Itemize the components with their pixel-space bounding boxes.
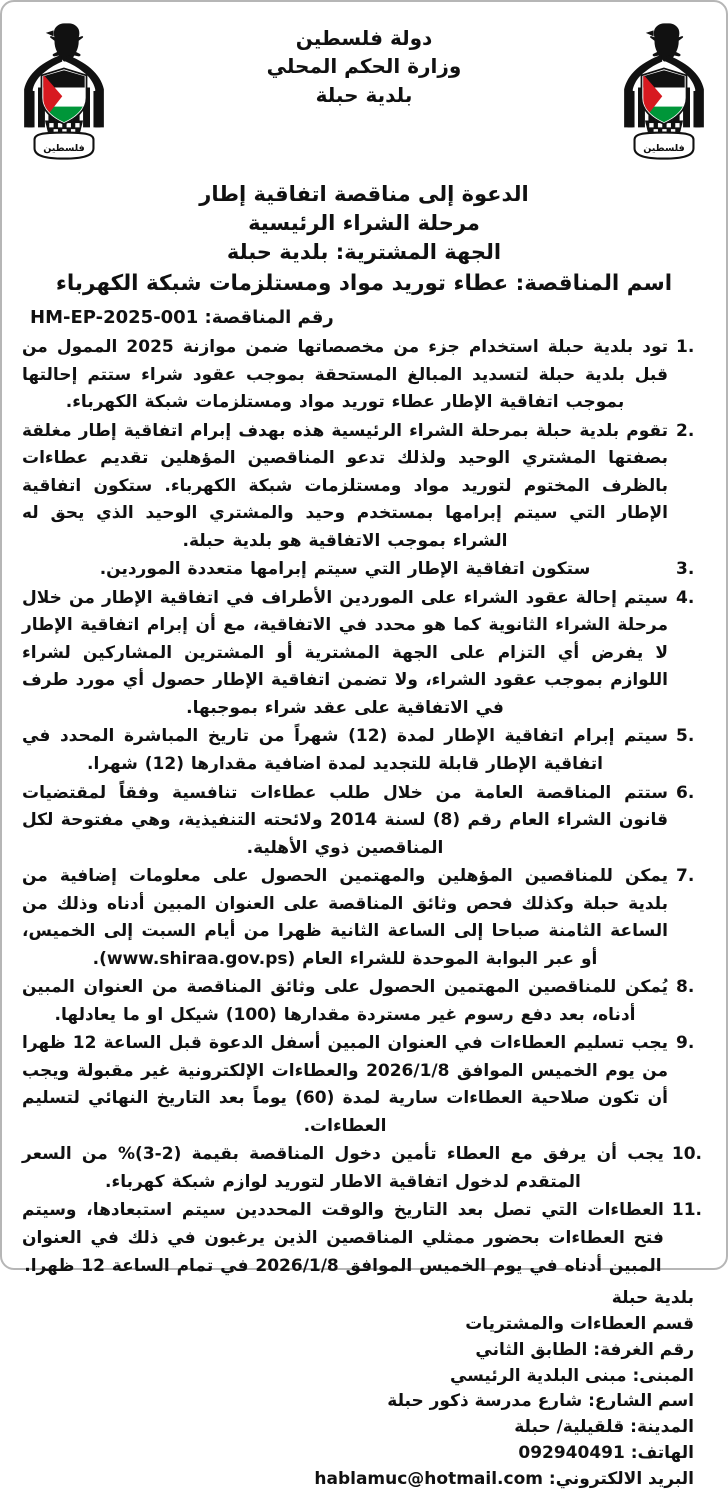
clause-item xyxy=(22,556,702,584)
footer-department: قسم العطاءات والمشتريات xyxy=(465,1313,694,1334)
clause-item xyxy=(22,1030,702,1140)
svg-text:فلسطين: فلسطين xyxy=(643,142,685,154)
tender-number xyxy=(12,307,716,328)
clause-item xyxy=(22,1197,702,1280)
clause-text: يجب تسليم العطاءات في العنوان المبين أسفل الدعوة قبل الساعة 12 ظهرا من يوم الخميس الموافق 2026/1/8 والعطاءات الإلكترونية غير مقبولة ويجب أن تكون صلاحية العطاءات سارية لمدة (60) يوماً بعد التاريخ النهائي لتسليم العطاءات. xyxy=(22,1033,669,1136)
clause-item xyxy=(22,1141,702,1196)
clause-text: يمكن للمناقصين المؤهلين والمهتمين الحصول على معلومات إضافية من بلدية حبلة وكذلك فحص وثائق المناقصة على العنوان المبين أدناه وذلك من الساعة الثامنة صباحا إلى الساعة الثانية ظهرا من أيام السبت إلى الخميس، أو عبر البوابة الموحدة للشراء العام (www.shiraa.gov.ps). xyxy=(22,866,668,969)
footer-city: المدينة: قلقيلية/ حبلة xyxy=(514,1417,694,1438)
footer-street: اسم الشارع: شارع مدرسة ذكور حبلة xyxy=(387,1391,694,1412)
header-org-titles xyxy=(116,10,612,109)
clause-item xyxy=(22,334,702,417)
clause-text: ستتم المناقصة العامة من خلال طلب عطاءات تنافسية وفقاً لمقتضيات قانون الشراء العام رقم (8) لسنة 2014 ولائحته التنفيذية، وهي مفتوحة لكل المناقصين ذوي الأهلية. xyxy=(22,782,668,858)
clause-number: 3. xyxy=(676,559,695,580)
title-line-invitation: الدعوة إلى مناقصة اتفاقية إطار xyxy=(199,182,529,206)
org-line-state: دولة فلسطين xyxy=(295,26,433,50)
svg-text:فلسطين: فلسطين xyxy=(43,142,85,154)
clause-number: 7. xyxy=(676,866,695,887)
footer-phone-label: الهاتف: xyxy=(630,1443,694,1464)
clause-number: 11. xyxy=(671,1200,702,1221)
footer-municipality: بلدية حبلة xyxy=(611,1288,694,1309)
clause-item xyxy=(22,723,702,778)
title-line-stage: مرحلة الشراء الرئيسية xyxy=(248,210,480,235)
tender-number-label: رقم المناقصة: xyxy=(204,307,334,328)
palestine-coat-of-arms-icon-left xyxy=(12,16,116,166)
title-line-buyer: الجهة المشترية: بلدية حبلة xyxy=(226,239,502,264)
clause-text: تود بلدية حبلة استخدام جزء من مخصصاتها ضمن موازنة 2025 الممول من قبل بلدية حبلة لتسديد المبالغ المستحقة بموجب عقود شراء ستتم إحالتها بموجب اتفاقية الإطار عطاء توريد مواد ومستلزمات شبكة الكهرباء. xyxy=(22,337,668,413)
clause-number: 4. xyxy=(676,587,695,608)
clause-number: 9. xyxy=(676,1033,695,1054)
clause-number: 8. xyxy=(676,977,695,998)
clause-text: العطاءات التي تصل بعد التاريخ والوقت المحددين سيتم استبعادها، وسيتم فتح العطاءات بحضور ممثلي المناقصين الذين يرغبون في ذلك في العنوان المبين أدناه في يوم الخميس الموافق 2026/1/8 في تمام الساعة 12 ظهرا. xyxy=(22,1200,664,1276)
clause-number: 1. xyxy=(676,337,695,357)
clause-text: يجب أن يرفق مع العطاء تأمين دخول المناقصة بقيمة (2-3)% من السعر المتقدم لدخول اتفاقية الاطار لتوريد لوازم شبكة كهرباء. xyxy=(22,1144,664,1192)
clause-text: سيتم إحالة عقود الشراء على الموردين الأطراف في اتفاقية الإطار من خلال مرحلة الشراء الثانوية كما هو محدد في الاتفاقية، مع أن إبرام اتفاقية الإطار لا يفرض أي التزام على الجهة المشترية أو المشترين المشاركين لشراء اللوازم بموجب عقود الشراء، ولا تضمن اتفاقية الإطار حصول أي مورد طرف في الاتفاقية على عقد شراء بموجبها. xyxy=(22,587,668,718)
footer-room: رقم الغرفة: الطابق الثاني xyxy=(475,1339,694,1360)
clause-number: 10. xyxy=(671,1144,702,1165)
org-line-municipality: بلدية حبلة xyxy=(315,82,413,107)
clause-item xyxy=(22,974,702,1029)
clause-number: 5. xyxy=(676,726,695,747)
clause-text: ستكون اتفاقية الإطار التي سيتم إبرامها متعددة الموردين. xyxy=(99,559,591,580)
palestine-coat-of-arms-icon-right xyxy=(612,16,716,166)
clause-item xyxy=(22,418,702,556)
clause-text: سيتم إبرام اتفاقية الإطار لمدة (12) شهراً من تاريخ المباشرة المحدد في اتفاقية الإطار قابلة للتجديد لمدة اضافية مقدارها (12) شهرا. xyxy=(22,726,668,774)
clause-number: 6. xyxy=(676,782,695,803)
clause-item xyxy=(22,780,702,863)
clause-text: تقوم بلدية حبلة بمرحلة الشراء الرئيسية هذه بهدف إبرام اتفاقية إطار مغلقة بصفتها المشتري الوحيد ولذلك تدعو المناقصين المؤهلين تقديم عطاءات بالظرف المختوم لتوريد مواد ومستلزمات شبكة الكهرباء. ستكون اتفاقية الإطار التي سيتم إبرامها بمستخدم وحيد والمشتري الوحيد الذي يحق له الشراء بموجب الاتفاقية هو بلدية حبلة. xyxy=(22,420,668,551)
clause-number: 2. xyxy=(676,420,695,441)
footer-email xyxy=(22,1467,694,1493)
tender-number-value: HM-EP-2025-001 xyxy=(30,307,199,328)
footer-phone-value: 092940491 xyxy=(518,1443,625,1464)
clause-item xyxy=(22,585,702,723)
footer-email-value: hablamuc@hotmail.com xyxy=(314,1468,543,1489)
footer-email-label: البريد الالكتروني: xyxy=(548,1468,694,1489)
clause-item xyxy=(22,863,702,973)
tender-name: اسم المناقصة: عطاء توريد مواد ومستلزمات شبكة الكهرباء xyxy=(55,270,673,296)
org-line-ministry: وزارة الحكم المحلي xyxy=(266,54,462,79)
document-header xyxy=(12,10,716,186)
footer-phone xyxy=(22,1441,694,1467)
footer-building: المبنى: مبنى البلدية الرئيسي xyxy=(449,1365,694,1386)
clause-text: يُمكن للمناقصين المهتمين الحصول على وثائق المناقصة من العنوان المبين أدناه، بعد دفع رسوم غير مستردة مقدارها (100) شيكل او ما يعادلها. xyxy=(22,977,668,1025)
tender-title-block xyxy=(12,180,716,299)
clauses-list xyxy=(12,334,716,1280)
contact-footer xyxy=(12,1286,716,1493)
